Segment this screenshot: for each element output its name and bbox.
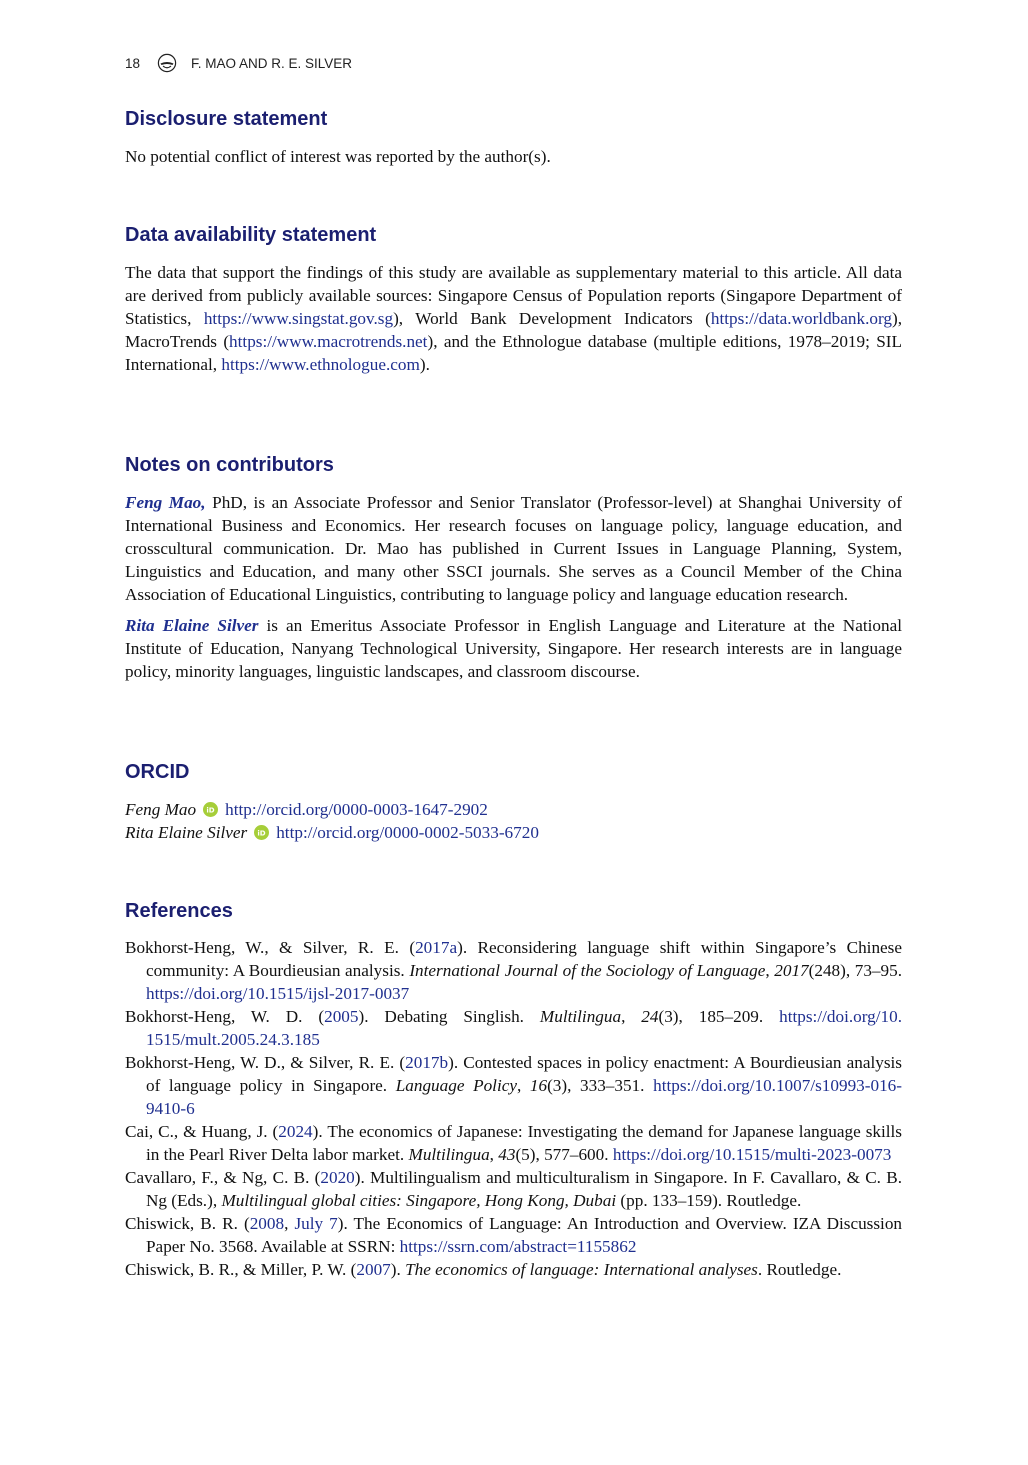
macrotrends-link[interactable]: https://www.macrotrends.net: [229, 332, 428, 351]
orcid-entry: Rita Elaine Silver iD http://orcid.org/0000-0002-5033-6720: [125, 823, 539, 842]
running-head-authors: F. MAO AND R. E. SILVER: [191, 55, 353, 71]
orcid-link[interactable]: http://orcid.org/0000-0003-1647-2902: [225, 800, 488, 819]
citation-year-link[interactable]: 2020: [320, 1168, 355, 1187]
orcid-entry: Feng Mao iD http://orcid.org/0000-0003-1647-2902: [125, 800, 488, 819]
citation-year-link[interactable]: 2017a: [415, 938, 458, 957]
contributor-rita-silver: Rita Elaine Silver is an Emeritus Associate Professor in English Language and Literature at the National Institute of Education, Nanyang Technological University, Singapore. Her research interests are in language policy, minority languages, linguistic landscapes, and classroom discourse.: [125, 616, 902, 681]
reference-item: Chiswick, B. R., & Miller, P. W. (2007). The economics of language: International analyses. Routledge.: [125, 1260, 842, 1279]
reference-item: Bokhorst-Heng, W., & Silver, R. E. (2017a). Reconsidering language shift within Singapore’s Chinese community: A Bourdieusian analysis. International Journal of the Sociology of Language, 2017(248), 73–95. https://doi.org/10.1515/ijsl-2017-0037: [125, 938, 903, 1003]
svg-text:iD: iD: [206, 805, 215, 815]
contributor-feng-mao: Feng Mao, PhD, is an Associate Professor and Senior Translator (Professor-level) at Shanghai University of International Business and Economics. Her research focuses on language policy, language education, and crosscultural communication. Dr. Mao has published in Current Issues in Language Planning, System, Linguistics and Education, and many other SSCI journals. She serves as a Council Member of the China Association of Educational Linguistics, contributing to language policy and language education research.: [125, 493, 902, 604]
disclosure-section: [125, 145, 902, 168]
citation-year-link[interactable]: 2024: [278, 1122, 313, 1141]
data-availability-heading: Data availability statement: [125, 224, 377, 246]
doi-link[interactable]: https://doi.org/10.1515/ijsl-2017-0037: [146, 984, 410, 1003]
ssrn-link[interactable]: https://ssrn.com/abstract=1155862: [399, 1237, 637, 1256]
citation-date-link[interactable]: July 7: [294, 1214, 338, 1233]
reference-item: Bokhorst-Heng, W. D., & Silver, R. E. (2017b). Contested spaces in policy enactment: A Bourdieusian analysis of language policy in Singapore. Language Policy, 16(3), 333–351. https://doi.org/10.1007/s10993-016-9410-6: [125, 1053, 903, 1118]
ethnologue-link[interactable]: https://www.​ethnologue.com: [221, 355, 420, 374]
worldbank-link[interactable]: https://data.worldbank.org: [710, 309, 892, 328]
doi-link[interactable]: https://doi.org/10.1007/s10993-016-9410-6: [146, 1076, 903, 1118]
references-list: [125, 936, 902, 1281]
contributors-section: [125, 491, 902, 683]
reference-item: Bokhorst-Heng, W. D. (2005). Debating Singlish. Multilingua, 24(3), 185–209. https://doi.org/10.​1515/mult.2005.24.3.185: [125, 1007, 902, 1049]
orcid-icon: [254, 825, 269, 840]
data-availability-text: The data that support the findings of this study are available as supplementary material to this article. All data are derived from publicly available sources: Singapore Census of Population reports (Singapore Department of Statistics, https://www.singstat.gov.sg), World Bank Development Indicators (https://data.worldbank.org), MacroTrends (https://www.macrotrends.net), and the Ethnologue database (multiple editions, 1978–2019; SIL International, https://www.​ethnologue.com).: [125, 263, 903, 374]
disclosure-text: No potential conflict of interest was reported by the author(s).: [125, 147, 551, 166]
publisher-logo-icon: [157, 53, 177, 73]
citation-year-link[interactable]: 2005: [324, 1007, 359, 1026]
data-availability-section: [125, 261, 902, 376]
citation-year-link[interactable]: 2017b: [405, 1053, 449, 1072]
page-number: 18: [125, 55, 141, 71]
citation-year-link[interactable]: 2008: [249, 1214, 285, 1233]
orcid-link[interactable]: http://orcid.org/0000-0002-5033-6720: [276, 823, 539, 842]
singstat-link[interactable]: https://www.singstat.gov.sg: [203, 309, 394, 328]
references-heading: References: [125, 900, 233, 922]
doi-link[interactable]: https://doi.org/10.​1515/mult.2005.24.3.185: [146, 1007, 902, 1049]
disclosure-heading: Disclosure statement: [125, 108, 328, 130]
orcid-section: [125, 798, 902, 844]
orcid-icon: [203, 802, 218, 817]
reference-item: Cai, C., & Huang, J. (2024). The economics of Japanese: Investigating the demand for Japanese language skills in the Pearl River Delta labor market. Multilingua, 43(5), 577–600. https://doi.​org/10.1515/multi-2023-0073: [125, 1122, 902, 1164]
contributors-heading: Notes on contributors: [125, 454, 334, 476]
running-head: [125, 52, 352, 74]
citation-year-link[interactable]: 2007: [356, 1260, 391, 1279]
contributor-name: Rita Elaine Silver: [125, 616, 259, 635]
reference-item: Cavallaro, F., & Ng, C. B. (2020). Multilingualism and multiculturalism in Singapore. In F. Cavallaro, & C. B. Ng (Eds.), Multilingual global cities: Singapore, Hong Kong, Dubai (pp. 133–159). Routledge.: [125, 1168, 902, 1210]
svg-text:iD: iD: [257, 828, 266, 838]
orcid-heading: ORCID: [125, 761, 190, 783]
reference-item: Chiswick, B. R. (2008, July 7). The Economics of Language: An Introduction and Overview. IZA Discussion Paper No. 3568. Available at SSRN: https://ssrn.com/abstract=1155862: [125, 1214, 903, 1256]
doi-link[interactable]: https://doi.​org/10.1515/multi-2023-0073: [612, 1145, 892, 1164]
contributor-name: Feng Mao,: [125, 493, 206, 512]
